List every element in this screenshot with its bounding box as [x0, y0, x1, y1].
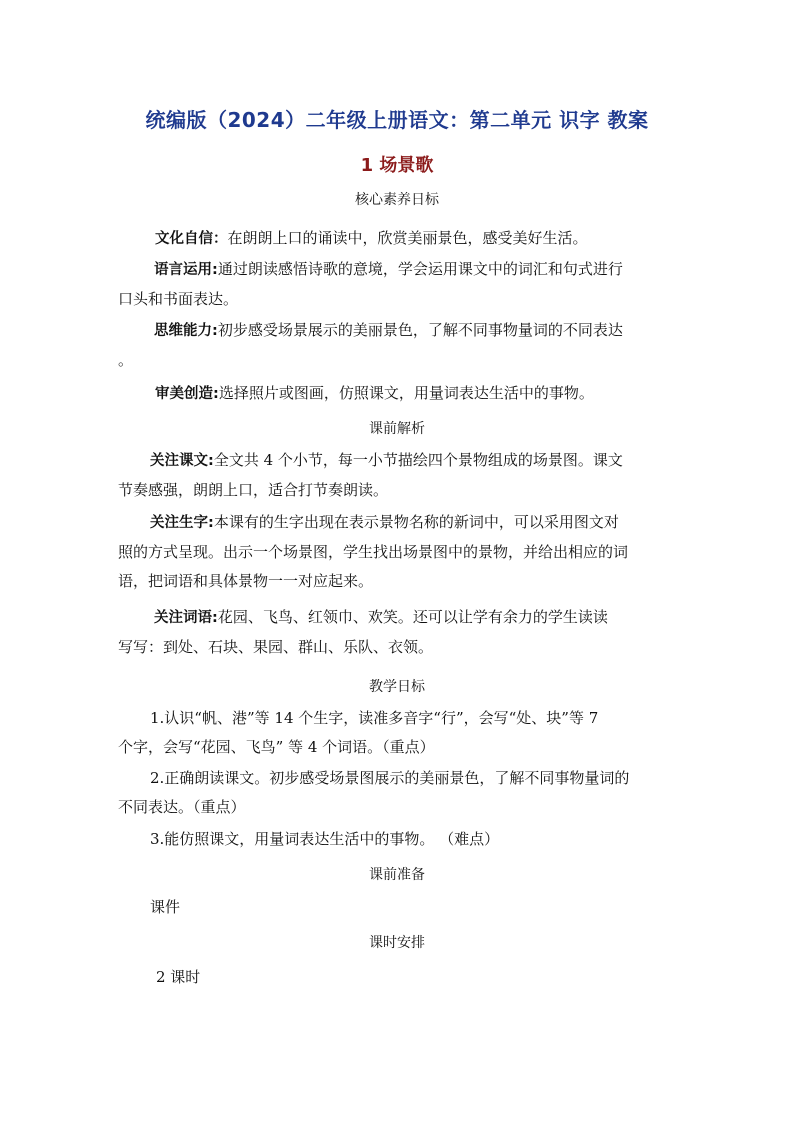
core-goal-aesthetic-label: 审美创造: — [155, 386, 219, 402]
core-goal-language-text-1: 通过朗读感悟诗歌的意境，学会运用课文中的词汇和句式进行 — [217, 260, 623, 278]
analysis-text-line-1: 全文共 4 个小节，每一小节描绘四个景物组成的场景图。课文 — [213, 451, 623, 469]
analysis-characters-line-2: 照的方式呈现。出示一个场景图，学生找出场景图中的景物，并给出相应的词 — [118, 543, 629, 561]
analysis-characters-label: 关注生字: — [150, 515, 214, 531]
core-goal-culture-label: 文化自信： — [155, 231, 228, 247]
core-goal-aesthetic — [155, 379, 715, 409]
analysis-words-label: 关注词语: — [154, 610, 218, 626]
section-heading-core-goals: 核心素养日标 — [355, 192, 439, 208]
analysis-words-line-2: 写写：到处、石块、果园、群山、乐队、衣领。 — [118, 638, 434, 656]
lesson-subtitle: 1 场景歌 — [360, 155, 434, 176]
core-goal-language — [118, 255, 678, 314]
section-heading-schedule: 课时安排 — [369, 935, 425, 951]
analysis-text — [118, 446, 678, 505]
core-goal-language-text-2: 口头和书面表达。 — [118, 290, 239, 308]
teaching-goal-3-line-1: 3.能仿照课文，用量词表达生活中的事物。 （难点） — [150, 830, 500, 848]
teaching-goal-2-line-2: 不同表达。（重点） — [118, 798, 246, 816]
core-goal-thinking — [118, 316, 678, 375]
analysis-characters-line-3: 语，把词语和具体景物一一对应起来。 — [118, 572, 374, 590]
teaching-goal-2 — [118, 764, 678, 822]
core-goal-aesthetic-text: 选择照片或图画，仿照课文，用量词表达生活中的事物。 — [218, 384, 594, 402]
teaching-goal-1-line-1: 1.认识“帆、港”等 14 个生字，读准多音字“行”，会写“处、块”等 7 — [150, 709, 599, 727]
section-heading-teaching-goals: 教学日标 — [369, 679, 425, 695]
teaching-goal-1 — [118, 704, 678, 762]
analysis-characters-line-1: 本课有的生字出现在表示景物名称的新词中，可以采用图文对 — [213, 513, 619, 531]
analysis-text-line-2: 节奏感强，朗朗上口，适合打节奏朗读。 — [118, 481, 389, 499]
schedule-text: 2 课时 — [156, 968, 201, 986]
analysis-words-line-1: 花园、飞鸟、红领巾、欢笑。还可以让学有余力的学生读读 — [217, 608, 608, 626]
core-goal-thinking-text-2: 。 — [118, 351, 134, 369]
analysis-words — [118, 603, 678, 662]
analysis-text-label: 关注课文: — [150, 453, 214, 469]
section-heading-preparation: 课前准备 — [369, 867, 425, 883]
core-goal-culture — [155, 224, 715, 254]
core-goal-thinking-label: 思维能力: — [154, 323, 218, 339]
teaching-goal-3 — [118, 825, 678, 854]
preparation-text: 课件 — [150, 898, 181, 916]
core-goal-culture-text: 在朗朗上口的诵读中，欣赏美丽景色，感受美好生活。 — [227, 229, 588, 247]
teaching-goal-1-line-2: 个字，会写“花园、飞鸟” 等 4 个词语。（重点） — [118, 738, 435, 756]
core-goal-thinking-text-1: 初步感受场景展示的美丽景色，了解不同事物量词的不同表达 — [217, 321, 623, 339]
document-title: 统编版（2024）二年级上册语文：第二单元 识字 教案 — [145, 108, 649, 132]
core-goal-language-label: 语言运用: — [154, 262, 218, 278]
analysis-characters — [118, 508, 678, 596]
teaching-goal-2-line-1: 2.正确朗读课文。初步感受场景图展示的美丽景色，了解不同事物量词的 — [150, 769, 630, 787]
section-heading-analysis: 课前解析 — [369, 421, 425, 437]
